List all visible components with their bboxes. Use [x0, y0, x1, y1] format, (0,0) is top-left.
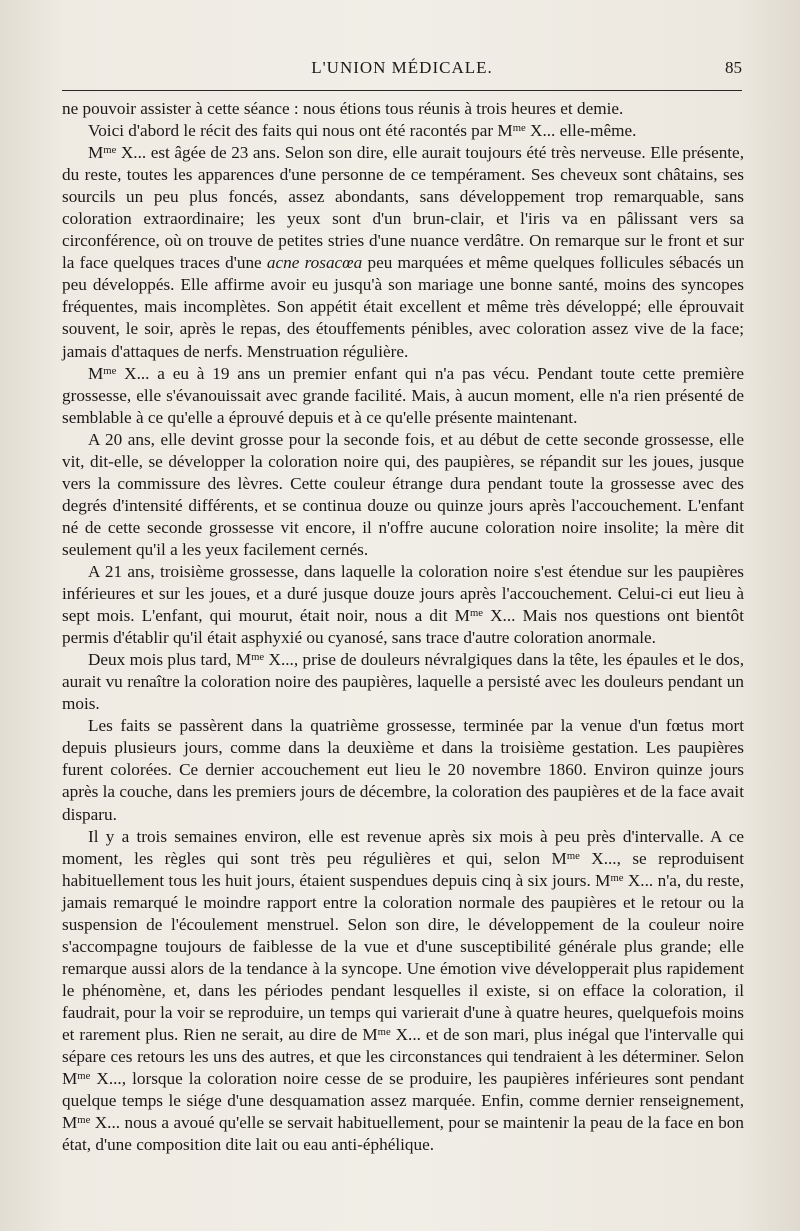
paragraph — [62, 429, 744, 561]
title-abbrev-superscript: me — [77, 1071, 91, 1083]
title-abbrev-superscript: me — [566, 850, 580, 862]
text-run: A 21 ans, troisième grossesse, dans laquelle la coloration noire s'est étendue sur les paupières inférieures et sur les joues, et a duré jusque douze jours après l'accouchement. Celui-ci eut lieu à sept mois. L'enfant, qui mourut, était noir, nous a dit M — [62, 561, 744, 626]
paragraph — [62, 142, 744, 362]
paragraph — [62, 561, 744, 649]
running-title: L'UNION MÉDICALE. — [311, 58, 493, 77]
title-abbrev-superscript: me — [610, 872, 624, 884]
latin-term: acne rosacœa — [266, 253, 363, 273]
paragraph — [62, 120, 744, 142]
text-run: X... a eu à 19 ans un premier enfant qui n'a pas vécu. Pendant toute cette première grossesse, elle s'évanouissait avec grande facilité. Mais, à aucun moment, elle n'a rien présenté de semblable à ce qu'elle a éprouvé depuis et à ce qu'elle présente maintenant. — [62, 363, 744, 427]
text-run: M — [88, 143, 104, 163]
title-abbrev-superscript: me — [377, 1027, 391, 1039]
text-run: Voici d'abord le récit des faits qui nous ont été racontés par M — [88, 121, 513, 141]
text-run: X... elle-même. — [525, 121, 637, 141]
title-abbrev-superscript: me — [77, 1115, 91, 1127]
text-run: X..., prise de douleurs névralgiques dans la tête, les épaules et le dos, aurait vu renaître la coloration noire des paupières, laquelle a persisté avec les douleurs pendant un mois. — [62, 650, 744, 714]
paragraph — [62, 649, 744, 715]
page-header — [62, 58, 742, 84]
text-run: X... est âgée de 23 ans. Selon son dire, elle aurait toujours été très nerveuse. Elle présente, du reste, toutes les apparences d'une personne de ce tempérament. Ses cheveux sont châtains, ses sourcils un peu plus foncés, assez abondants, sans développement trop remarquable, sans coloration extraordinaire; les yeux sont d'un brun-clair, et l'iris va en pâlissant vers sa circonférence, où on trouve de petites stries d'une nuance verdâtre. On remarque sur le front et sur la face quelques traces d'une — [62, 143, 744, 273]
text-run: Les faits se passèrent dans la quatrième grossesse, terminée par la venue d'un fœtus mort depuis plusieurs jours, comme dans la deuxième et dans la troisième gestation. Les paupières furent colorées. Ce dernier accouchement eut lieu le 20 novembre 1860. Environ quinze jours après la couche, dans les premiers jours de décembre, la coloration des paupières et de la face avait disparu. — [62, 716, 744, 824]
text-run: X... n'a, du reste, jamais remarqué le moindre rapport entre la coloration normale des paupières et le retour ou la suspension de l'écoulement menstruel. Selon son dire, le développement de la couleur noire s'accompagne toujours de faiblesse de la vue et d'une susceptibilité générale plus grande; elle remarque aussi alors de la tendance à la syncope. Une émotion vive développerait plus rapidement le phénomène, et, dans les périodes pendant lesquelles il existe, si on efface la coloration, il faudrait, pour la voir se reproduire, un temps qui varierait d'une à quatre heures, quelquefois moins et rarement plus. Rien ne serait, au dire de M — [62, 870, 744, 1044]
text-run: X... nous a avoué qu'elle se servait habituellement, pour se maintenir la peau de la face en bon état, d'une composition dite lait ou eau anti-éphélique. — [62, 1113, 744, 1155]
header-rule — [62, 90, 742, 91]
text-run: ne pouvoir assister à cette séance : nous étions tous réunis à trois heures et demie. — [62, 99, 624, 118]
article-body — [62, 98, 744, 1156]
text-run: peu marquées et même quelques follicules sébacés un peu développés. Elle affirme avoir eu jusqu'à son mariage une bonne santé, moins des syncopes fréquentes, mais incomplètes. Son appétit était excellent et même très développé; elle éprouvait souvent, le soir, après le repas, des étouffements pénibles, avec coloration assez vive de la face; jamais d'attaques de nerfs. Menstruation régulière. — [62, 253, 744, 361]
title-abbrev-superscript: me — [469, 608, 483, 620]
text-run: X..., se reproduisent habituellement tous les huit jours, étaient suspendues depuis cinq à six jours. M — [62, 848, 744, 890]
title-abbrev-superscript: me — [103, 365, 117, 377]
paragraph — [62, 363, 744, 429]
text-run: X... et de son mari, plus inégal que l'intervalle qui sépare ces retours les uns des autres, et que les circonstances qui tendraient à les déterminer. Selon M — [62, 1024, 745, 1089]
text-run: X..., lorsque la coloration noire cesse de se produire, les paupières inférieures sont pendant quelque temps le siége d'une desquamation assez marquée. Enfin, comme dernier renseignement, M — [62, 1069, 744, 1133]
paragraph — [62, 826, 744, 1157]
title-abbrev-superscript: me — [103, 145, 117, 157]
title-abbrev-superscript: me — [512, 123, 526, 135]
text-run: A 20 ans, elle devint grosse pour la seconde fois, et au début de cette seconde grossesse, elle vit, dit-elle, se développer la coloration noire qui, des paupières, se répandit sur les joues, jusque vers la commissure des lèvres. Cette couleur étrange dura pendant toute la grossesse avec des degrés d'intensité différents, et se continua douze ou quinze jours après l'accouchement. L'enfant né de cette seconde grossesse vit encore, il n'offre aucune coloration noire insolite; la mère dit seulement qu'il a les yeux facilement cernés. — [62, 429, 744, 559]
page-number: 85 — [725, 58, 742, 77]
title-abbrev-superscript: me — [251, 652, 265, 664]
paragraph — [62, 98, 744, 120]
text-run: Deux mois plus tard, M — [88, 650, 252, 670]
text-run: X... Mais nos questions ont bientôt permis d'établir qu'il était asphyxié ou cyanosé, sans trace d'autre coloration anormale. — [62, 606, 745, 648]
text-run: M — [88, 363, 104, 383]
paragraph — [62, 715, 744, 825]
text-run: Il y a trois semaines environ, elle est revenue après six mois à peu près d'intervalle. A ce moment, les règles qui sont très peu régulières et qui, selon M — [62, 826, 744, 868]
